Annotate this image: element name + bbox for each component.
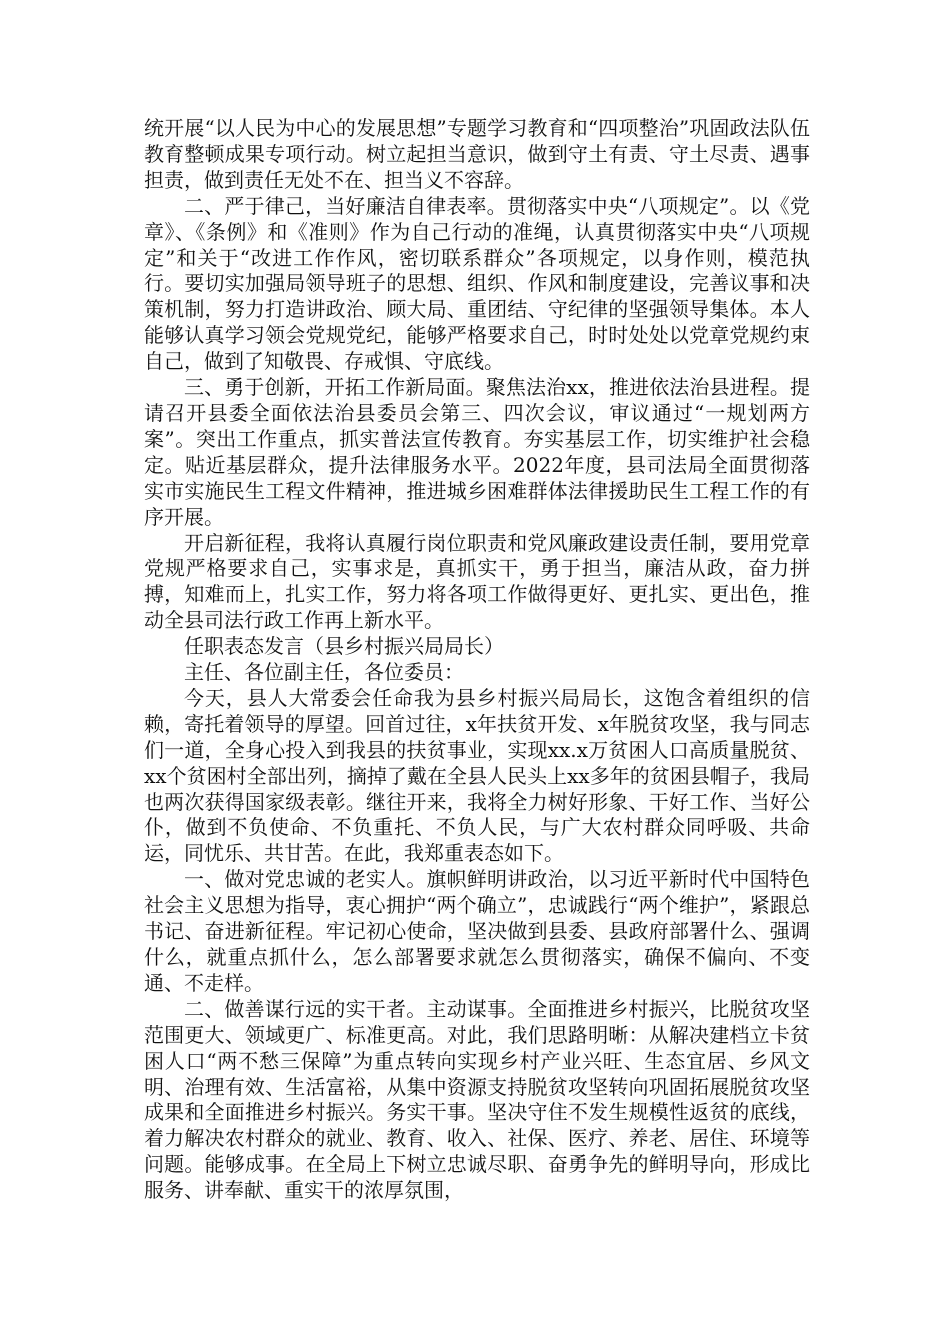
speech-salutation: 主任、各位副主任，各位委员： <box>184 660 464 685</box>
paragraph-practical-work: 二、做善谋行远的实干者。主动谋事。全面推进乡村振兴，比脱贫攻坚范围更大、领域更广、标准更高。对此，我们思路明晰：从解决建档立卡贫困人口“两不愁三保障”为重点转向实现乡村产业兴旺、生态宜居、乡风文明、治理有效、生活富裕，从集中资源支持脱贫攻坚转向巩固拓展脱贫攻坚成果和全面推进乡村振兴。务实干事。坚决守住不发生规模性返贫的底线，着力解决农村群众的就业、教育、收入、社保、医疗、养老、居住、环境等问题。能够成事。在全局上下树立忠诚尽职、奋勇争先的鲜明导向，形成比服务、讲奉献、重实干的浓厚氛围， <box>144 996 810 1203</box>
speech-title: 任职表态发言（县乡村振兴局局长） <box>184 634 504 659</box>
paragraph-loyalty: 一、做对党忠诚的老实人。旗帜鲜明讲政治，以习近平新时代中国特色社会主义思想为指导，衷心拥护“两个确立”，忠诚践行“两个维护”，紧跟总书记、奋进新征程。牢记初心使命，坚决做到县委、县政府部署什么、强调什么，就重点抓什么，怎么部署要求就怎么贯彻落实，确保不偏向、不变通、不走样。 <box>144 867 810 995</box>
paragraph-appointment: 今天，县人大常委会任命我为县乡村振兴局局长，这饱含着组织的信赖，寄托着领导的厚望。回首过往，x年扶贫开发、x年脱贫攻坚，我与同志们一道，全身心投入到我县的扶贫事业，实现xx.x万贫困人口高质量脱贫、xx个贫困村全部出列，摘掉了戴在全县人民头上xx多年的贫困县帽子，我局也两次获得国家级表彰。继往开来，我将全力树好形象、干好工作、当好公仆，做到不负使命、不负重托、不负人民，与广大农村群众同呼吸、共命运，同忧乐、共甘苦。在此，我郑重表态如下。 <box>144 685 810 866</box>
paragraph-innovation: 三、勇于创新，开拓工作新局面。聚焦法治xx，推进依法治县进程。提请召开县委全面依法治县委员会第三、四次会议，审议通过“一规划两方案”。突出工作重点，抓实普法宣传教育。夯实基层工作，切实维护社会稳定。贴近基层群众，提升法律服务水平。2022年度，县司法局全面贯彻落实市实施民生工程文件精神，推进城乡困难群体法律援助民生工程工作的有序开展。 <box>144 375 810 529</box>
paragraph-continuation: 统开展“以人民为中心的发展思想”专题学习教育和“四项整治”巩固政法队伍教育整顿成果专项行动。树立起担当意识，做到守土有责、守土尽责、遇事担责，做到责任无处不在、担当义不容辞。 <box>144 116 810 192</box>
document-page <box>144 116 810 1204</box>
paragraph-self-discipline: 二、严于律己，当好廉洁自律表率。贯彻落实中央“八项规定”。以《党章》、《条例》和《准则》作为自己行动的准绳，认真贯彻落实中央“八项规定”和关于“改进工作作风，密切联系群众”各项规定，以身作则，模范执行。要切实加强局领导班子的思想、组织、作风和制度建设，完善议事和决策机制，努力打造讲政治、顾大局、重团结、守纪律的坚强领导集体。本人能够认真学习领会党规党纪，能够严格要求自己，时时处处以党章党规约束自己，做到了知敬畏、存戒惧、守底线。 <box>144 193 810 374</box>
paragraph-new-journey: 开启新征程，我将认真履行岗位职责和党风廉政建设责任制，要用党章党规严格要求自己，实事求是，真抓实干，勇于担当，廉洁从政，奋力拼搏，知难而上，扎实工作，努力将各项工作做得更好、更扎实、更出色，推动全县司法行政工作再上新水平。 <box>144 530 810 633</box>
